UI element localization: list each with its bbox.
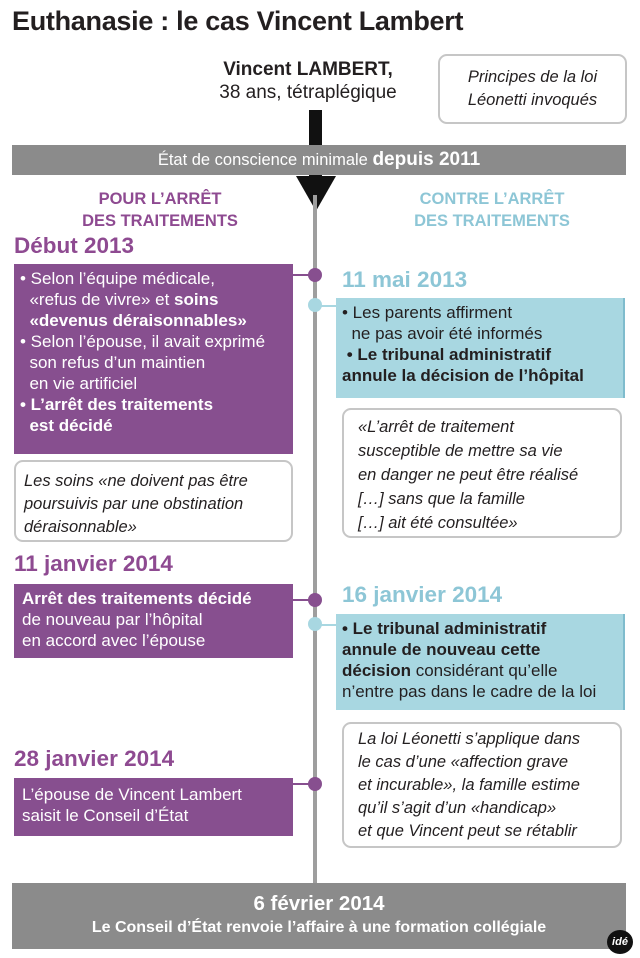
event-line: • Selon l’épouse, il avait exprimé [20,332,266,351]
timeline-dot [308,593,322,607]
event-line: est décidé [29,416,113,435]
quote-line: et que Vincent peut se rétablir [358,822,577,840]
quote-line: en danger ne peut être réalisé [358,466,579,484]
event-line: • Le tribunal administratif [342,619,547,638]
subject-label [196,58,420,104]
quote-line: […] ait été consultée» [358,514,518,532]
event-line: • Le tribunal administratif [346,345,552,364]
quote-line: qu’il s’agit d’un «handicap» [358,799,557,817]
page-title: Euthanasie : le cas Vincent Lambert [12,6,464,36]
column-head-pour [40,188,280,232]
event-line: décision considérant qu’elle [342,661,558,680]
column-head-pour-line1: POUR L’ARRÊT [98,190,222,208]
timeline-dot [308,268,322,282]
etat-banner [12,145,626,175]
event-line: saisit le Conseil d’État [22,806,189,825]
event-line: en accord avec l’épouse [22,631,206,650]
timeline-dot [308,777,322,791]
event-box-contre-2 [336,614,625,710]
quote-line: La loi Léonetti s’applique dans [358,730,581,748]
event-box-pour-1 [14,264,293,454]
event-line: • Les parents affirment [342,303,513,322]
event-line: Arrêt des traitements décidé [22,589,252,608]
column-head-pour-line2: DES TRAITEMENTS [82,212,238,230]
timeline-dot [308,617,322,631]
event-date: 11 mai 2013 [342,267,468,292]
quote-line: le cas d’une «affection grave [358,753,569,771]
event-line: «refus de vivre» et soins [29,290,219,309]
pour-quote-bubble [14,460,293,542]
subject-name: Vincent LAMBERT, [223,59,393,80]
event-line: ne pas avoir été informés [351,324,543,343]
event-line: son refus d’un maintien [29,353,206,372]
event-line: annule de nouveau cette [342,640,541,659]
final-text: Le Conseil d’État renvoie l’affaire à une formation collégiale [91,919,547,936]
quote-line: et incurable», la famille estime [358,776,580,794]
quote-line: […] sans que la famille [358,490,525,508]
column-head-contre [382,188,602,232]
event-line: «devenus déraisonnables» [29,311,247,330]
event-line: n’entre pas dans le cadre de la loi [342,682,597,701]
quote-line: susceptible de mettre sa vie [358,442,563,460]
loi-note-text: Principes de la loi Léonetti invoqués [467,68,598,109]
loi-note-bubble [438,54,627,124]
event-box-pour-3 [14,778,293,836]
quote-line: «L’arrêt de traitement [358,418,514,436]
contre-quote-bubble-1 [342,408,622,538]
event-line: en vie artificiel [29,374,138,393]
event-date: Début 2013 [14,233,135,258]
pour-quote-text: Les soins «ne doivent pas être poursuivis par une obstination déraisonnable» [24,472,248,536]
column-head-contre-line1: CONTRE L’ARRÊT [419,190,565,208]
etat-prefix: État de conscience minimale [157,151,368,169]
event-line: de nouveau par l’hôpital [22,610,203,629]
contre-quote-bubble-2 [342,722,622,848]
final-date: 6 février 2014 [253,892,385,915]
event-date: 28 janvier 2014 [14,746,175,771]
timeline-stem [309,110,322,146]
event-line: L’épouse de Vincent Lambert [22,785,242,804]
column-head-contre-line2: DES TRAITEMENTS [414,212,570,230]
event-date: 16 janvier 2014 [342,582,503,607]
event-line: • L’arrêt des traitements [20,395,214,414]
etat-suffix: depuis 2011 [372,149,481,170]
event-line: annule la décision de l’hôpital [342,366,584,385]
timeline-dot [308,298,322,312]
subject-description: 38 ans, tétraplégique [219,82,397,103]
event-box-contre-1 [336,298,625,398]
event-box-pour-2 [14,584,293,658]
ide-logo: idé [607,930,633,954]
event-date: 11 janvier 2014 [14,551,173,576]
final-banner [12,883,626,949]
event-line: • Selon l’équipe médicale, [20,269,215,288]
